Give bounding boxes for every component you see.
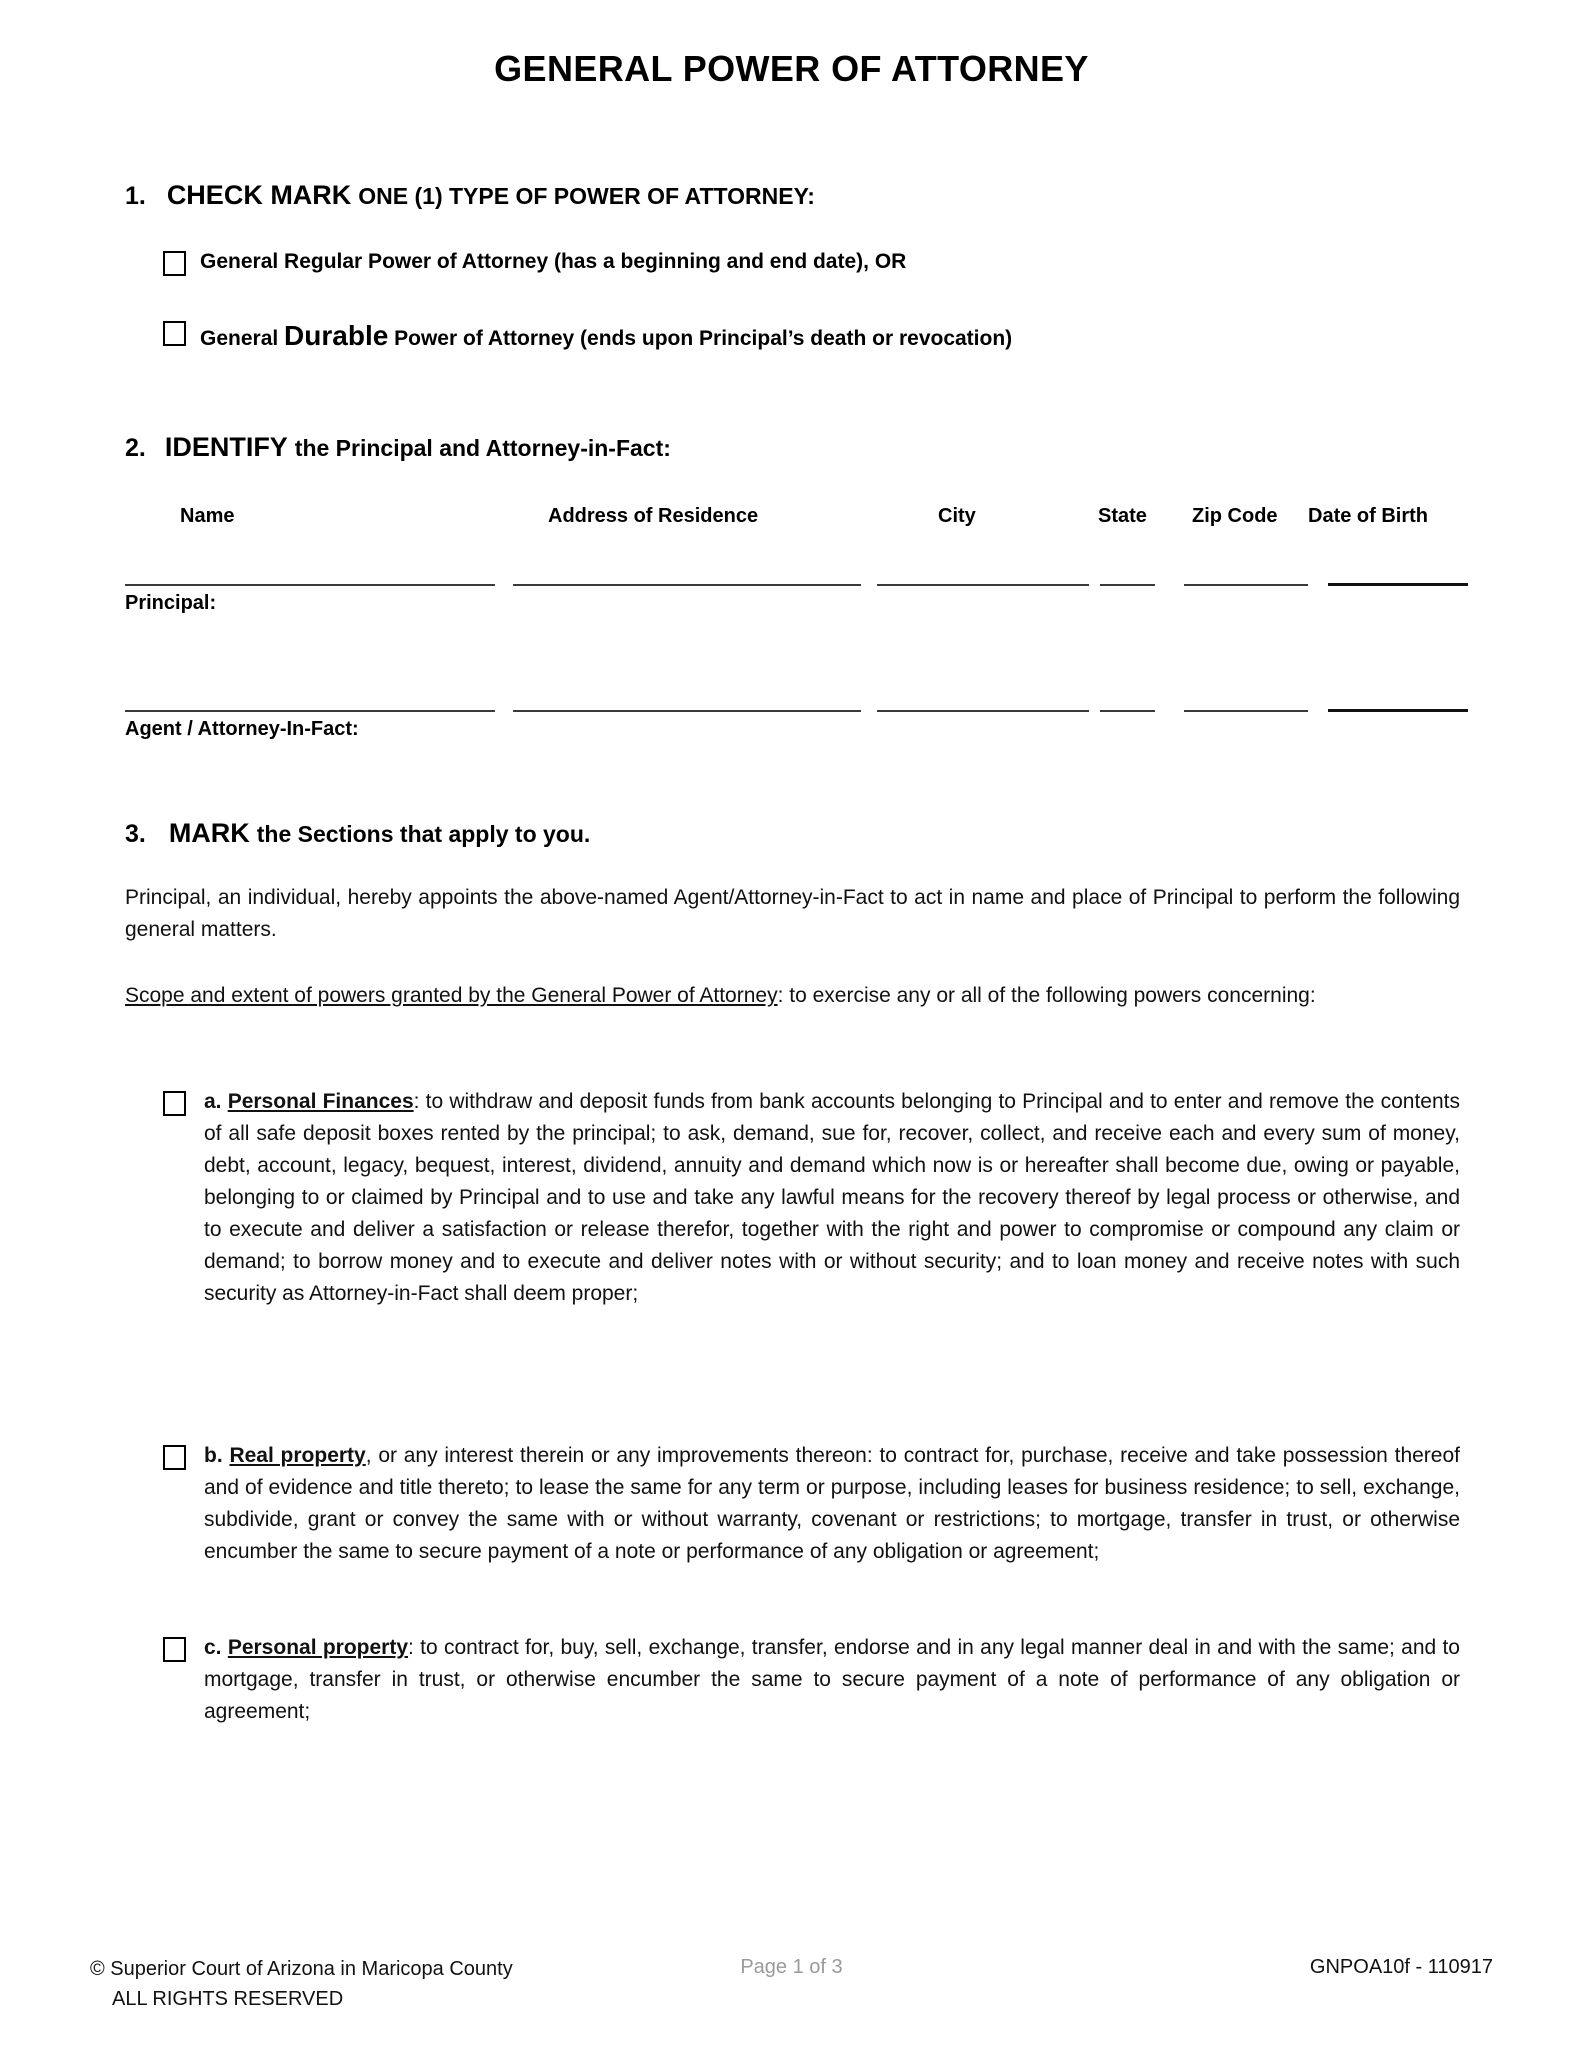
power-item-a-text: : to withdraw and deposit funds from bank accounts belonging to Principal and to enter and remove the contents of all safe deposit boxes rented by the principal; to ask, demand, sue for, recover, collect, and receive each and every sum of money, debt, account, legacy, bequest, interest, dividend, annuity and demand which now is or hereafter shall become due, owing or payable, belonging to or claimed by Principal and to use and take any lawful means for the recovery thereof by legal process or otherwise, and to execute and deliver a satisfaction or release therefor, together with the right and power to compromise or compound any claim or demand; to borrow money and to execute and deliver notes with or without security; and to loan money and receive notes with such security as Attorney-in-Fact shall deem proper; [204,1090,1460,1305]
section-1-heading-strong: CHECK MARK [166,180,352,210]
power-item-b-letter: b. [204,1444,223,1467]
agent-city-field[interactable] [877,710,1089,712]
principal-zip-field[interactable] [1184,584,1308,586]
column-header-zip: Zip Code [1192,505,1278,527]
scope-rest-text: : to exercise any or all of the following powers concerning: [777,984,1316,1007]
principal-address-field[interactable] [513,584,861,586]
agent-name-field[interactable] [125,710,495,712]
power-item-a-title: Personal Finances [227,1090,414,1113]
column-header-city: City [938,505,976,527]
checkbox-general-durable[interactable] [163,321,186,346]
checkbox-real-property[interactable] [163,1445,186,1470]
option-general-durable-label [200,320,1012,352]
power-item-b-text: , or any interest therein or any improvements thereon: to contract for, purchase, receive and take possession thereof and of evidence and title thereto; to lease the same for any term or purpose, including leases for business residence; to sell, exchange, subdivide, grant or convey the same with or without warranty, covenant or restrictions; to mortgage, transfer in trust, or otherwise encumber the same to secure payment of a note or performance of any obligation or agreement; [204,1444,1460,1563]
power-item-c-text: : to contract for, buy, sell, exchange, transfer, endorse and in any legal manner deal in and with the same; and to mortgage, transfer in trust, or otherwise encumber the same to secure payment of a note of performance of any obligation or agreement; [204,1636,1460,1723]
footer-page-indicator: Page 1 of 3 [740,1956,843,1978]
option-general-regular-text: General Regular Power of Attorney (has a beginning and end date), OR [200,250,907,273]
section-3-intro-paragraph: Principal, an individual, hereby appoints the above-named Agent/Attorney-in-Fact to act in name and place of Principal to perform the following general matters. [125,886,1460,941]
column-header-dob: Date of Birth [1308,505,1428,527]
section-2-heading [125,432,671,463]
scope-underlined-text: Scope and extent of powers granted by the General Power of Attorney [125,984,778,1007]
section-1-heading [125,180,815,211]
option-general-durable-post: Power of Attorney (ends upon Principal’s death or revocation) [388,327,1013,350]
section-3-heading-rest: the Sections that apply to you. [256,821,591,847]
principal-state-field[interactable] [1100,584,1155,586]
checkbox-personal-finances[interactable] [163,1091,186,1116]
section-3-heading [125,818,590,849]
page-title: GENERAL POWER OF ATTORNEY [494,48,1089,89]
agent-dob-field[interactable] [1328,709,1468,712]
row-label-agent: Agent / Attorney-In-Fact: [125,718,359,740]
agent-address-field[interactable] [513,710,861,712]
section-3-heading-strong: MARK [168,818,250,848]
column-header-name: Name [180,505,235,527]
power-item-c[interactable] [163,1632,1460,1728]
footer-copyright-line2: ALL RIGHTS RESERVED [112,1988,344,2010]
power-item-a-body [204,1086,1460,1310]
checkbox-general-regular[interactable] [163,251,186,276]
power-item-c-title: Personal property [227,1636,409,1659]
footer-form-code: GNPOA10f - 110917 [1309,1956,1493,1978]
option-general-regular-label [200,250,906,274]
power-item-b-title: Real property [229,1444,366,1467]
column-header-address: Address of Residence [548,505,759,527]
power-item-a[interactable] [163,1086,1460,1310]
principal-city-field[interactable] [877,584,1089,586]
column-header-state: State [1098,505,1147,527]
option-general-durable-pre: General [200,327,285,350]
section-2-number: 2. [125,434,146,462]
power-item-b[interactable] [163,1440,1460,1568]
section-3-number: 3. [125,820,146,848]
option-general-durable-emphasis: Durable [284,320,389,351]
option-general-durable-row[interactable] [163,320,1012,352]
section-1-number: 1. [125,182,146,210]
power-item-b-body [204,1440,1460,1568]
power-item-c-letter: c. [204,1636,222,1659]
section-1-heading-rest: ONE (1) TYPE OF POWER OF ATTORNEY: [358,183,815,209]
power-item-c-body [204,1632,1460,1728]
row-label-principal: Principal: [125,592,217,614]
section-2-heading-rest: the Principal and Attorney-in-Fact: [294,435,671,461]
section-2-heading-strong: IDENTIFY [164,432,288,462]
principal-name-field[interactable] [125,584,495,586]
footer-copyright-line1: © Superior Court of Arizona in Maricopa County [90,1958,513,1980]
agent-state-field[interactable] [1100,710,1155,712]
option-general-regular-row[interactable] [163,250,906,276]
principal-dob-field[interactable] [1328,583,1468,586]
power-item-a-letter: a. [204,1090,222,1113]
checkbox-personal-property[interactable] [163,1637,186,1662]
scope-paragraph [125,980,1460,1012]
agent-zip-field[interactable] [1184,710,1308,712]
